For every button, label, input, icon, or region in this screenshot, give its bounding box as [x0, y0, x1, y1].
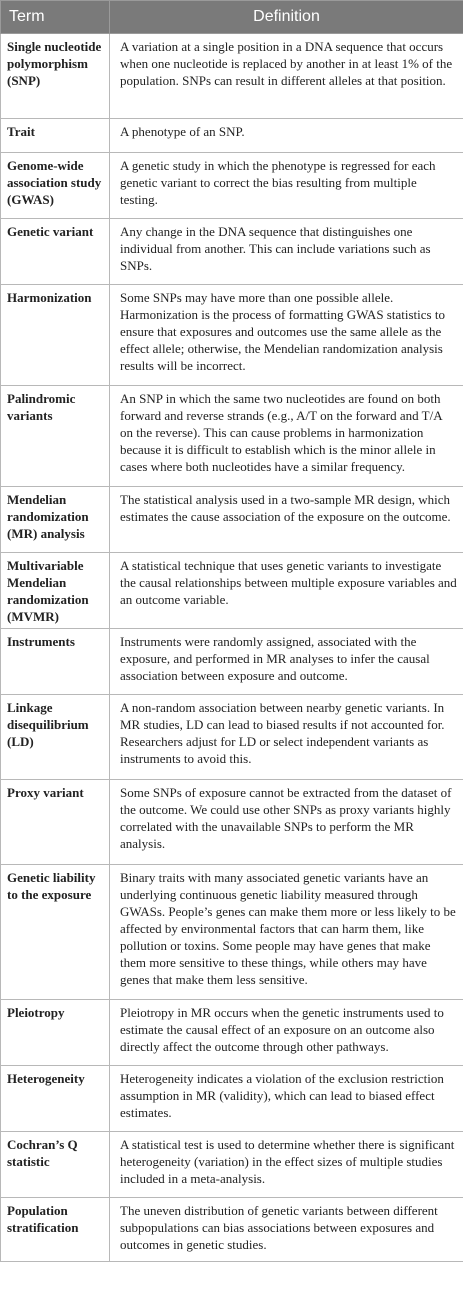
table-row	[1, 1132, 463, 1198]
definition-cell: Some SNPs may have more than one possible allele. Harmonization is the process of formatting GWAS statistics to ensure that exposures and outcomes use the same allele as the effect allele; otherwise, the Mendelian randomization analysis results will be incorrect.	[110, 285, 463, 386]
header-row	[1, 1, 463, 34]
term-cell: Population stratification	[1, 1198, 110, 1262]
definition-cell: A non-random association between nearby genetic variants. In MR studies, LD can lead to biased results if not accounted for. Researchers adjust for LD or select independent variants as instruments to avoid this.	[110, 695, 463, 780]
term-cell: Genetic variant	[1, 219, 110, 285]
definition-column-header: Definition	[110, 1, 463, 34]
definition-cell: A phenotype of an SNP.	[110, 119, 463, 153]
table-row	[1, 119, 463, 153]
table-row	[1, 553, 463, 629]
definition-cell: An SNP in which the same two nucleotides are found on both forward and reverse strands (e.g., A/T on the forward and T/A on the reverse). This can cause problems in harmonization because it is difficult to establish which is the minor allele in cases where both nucleotides have a similar frequency.	[110, 386, 463, 487]
table-row	[1, 386, 463, 487]
table-row	[1, 487, 463, 553]
table-row	[1, 780, 463, 865]
table-row	[1, 1066, 463, 1132]
table-row	[1, 285, 463, 386]
term-cell: Multivariable Mendelian randomization (MVMR)	[1, 553, 110, 629]
definition-cell: Instruments were randomly assigned, associated with the exposure, and performed in MR analyses to infer the causal association between exposure and outcome.	[110, 629, 463, 695]
term-cell: Pleiotropy	[1, 1000, 110, 1066]
definition-cell: The uneven distribution of genetic variants between different subpopulations can bias associations between exposures and outcomes in genetic studies.	[110, 1198, 463, 1262]
definition-cell: A statistical test is used to determine whether there is significant heterogeneity (variation) in the effect sizes of multiple studies included in a meta-analysis.	[110, 1132, 463, 1198]
table-row	[1, 1000, 463, 1066]
definition-cell: A statistical technique that uses genetic variants to investigate the causal relationships between multiple exposure variables and an outcome variable.	[110, 553, 463, 629]
term-cell: Genetic liability to the exposure	[1, 865, 110, 1000]
term-cell: Harmonization	[1, 285, 110, 386]
term-cell: Proxy variant	[1, 780, 110, 865]
table-row	[1, 629, 463, 695]
table-row	[1, 865, 463, 1000]
table-row	[1, 34, 463, 119]
term-cell: Single nucleotide polymorphism (SNP)	[1, 34, 110, 119]
table-row	[1, 153, 463, 219]
definition-cell: Pleiotropy in MR occurs when the genetic instruments used to estimate the causal effect of an exposure on an outcome also directly affect the outcome through other pathways.	[110, 1000, 463, 1066]
term-cell: Palindromic variants	[1, 386, 110, 487]
table-row	[1, 695, 463, 780]
term-cell: Mendelian randomization (MR) analysis	[1, 487, 110, 553]
term-cell: Trait	[1, 119, 110, 153]
definition-cell: Any change in the DNA sequence that distinguishes one individual from another. This can include variations such as SNPs.	[110, 219, 463, 285]
definition-cell: A variation at a single position in a DNA sequence that occurs when one nucleotide is replaced by another in at least 1% of the population. SNPs can result in different alleles at that position.	[110, 34, 463, 119]
table-row	[1, 219, 463, 285]
definition-cell: Heterogeneity indicates a violation of the exclusion restriction assumption in MR (validity), which can lead to biased effect estimates.	[110, 1066, 463, 1132]
term-cell: Instruments	[1, 629, 110, 695]
term-cell: Genome-wide association study (GWAS)	[1, 153, 110, 219]
term-cell: Linkage disequilibrium (LD)	[1, 695, 110, 780]
term-cell: Heterogeneity	[1, 1066, 110, 1132]
definition-cell: The statistical analysis used in a two-sample MR design, which estimates the cause association of the exposure on the outcome.	[110, 487, 463, 553]
term-column-header: Term	[1, 1, 110, 34]
definition-cell: Some SNPs of exposure cannot be extracted from the dataset of the outcome. We could use other SNPs as proxy variants highly correlated with the unavailable SNPs to perform the MR analysis.	[110, 780, 463, 865]
definition-cell: A genetic study in which the phenotype is regressed for each genetic variant to correct the bias resulting from multiple testing.	[110, 153, 463, 219]
term-cell: Cochran’s Q statistic	[1, 1132, 110, 1198]
table-row	[1, 1198, 463, 1262]
definition-cell: Binary traits with many associated genetic variants have an underlying continuous genetic liability measured through GWASs. People’s genes can make them more or less likely to be affected by environmental factors that can harm them, like pollution or toxins. Some people may have genes that make them more sensitive to these things, while others may have genes that make them less sensitive.	[110, 865, 463, 1000]
